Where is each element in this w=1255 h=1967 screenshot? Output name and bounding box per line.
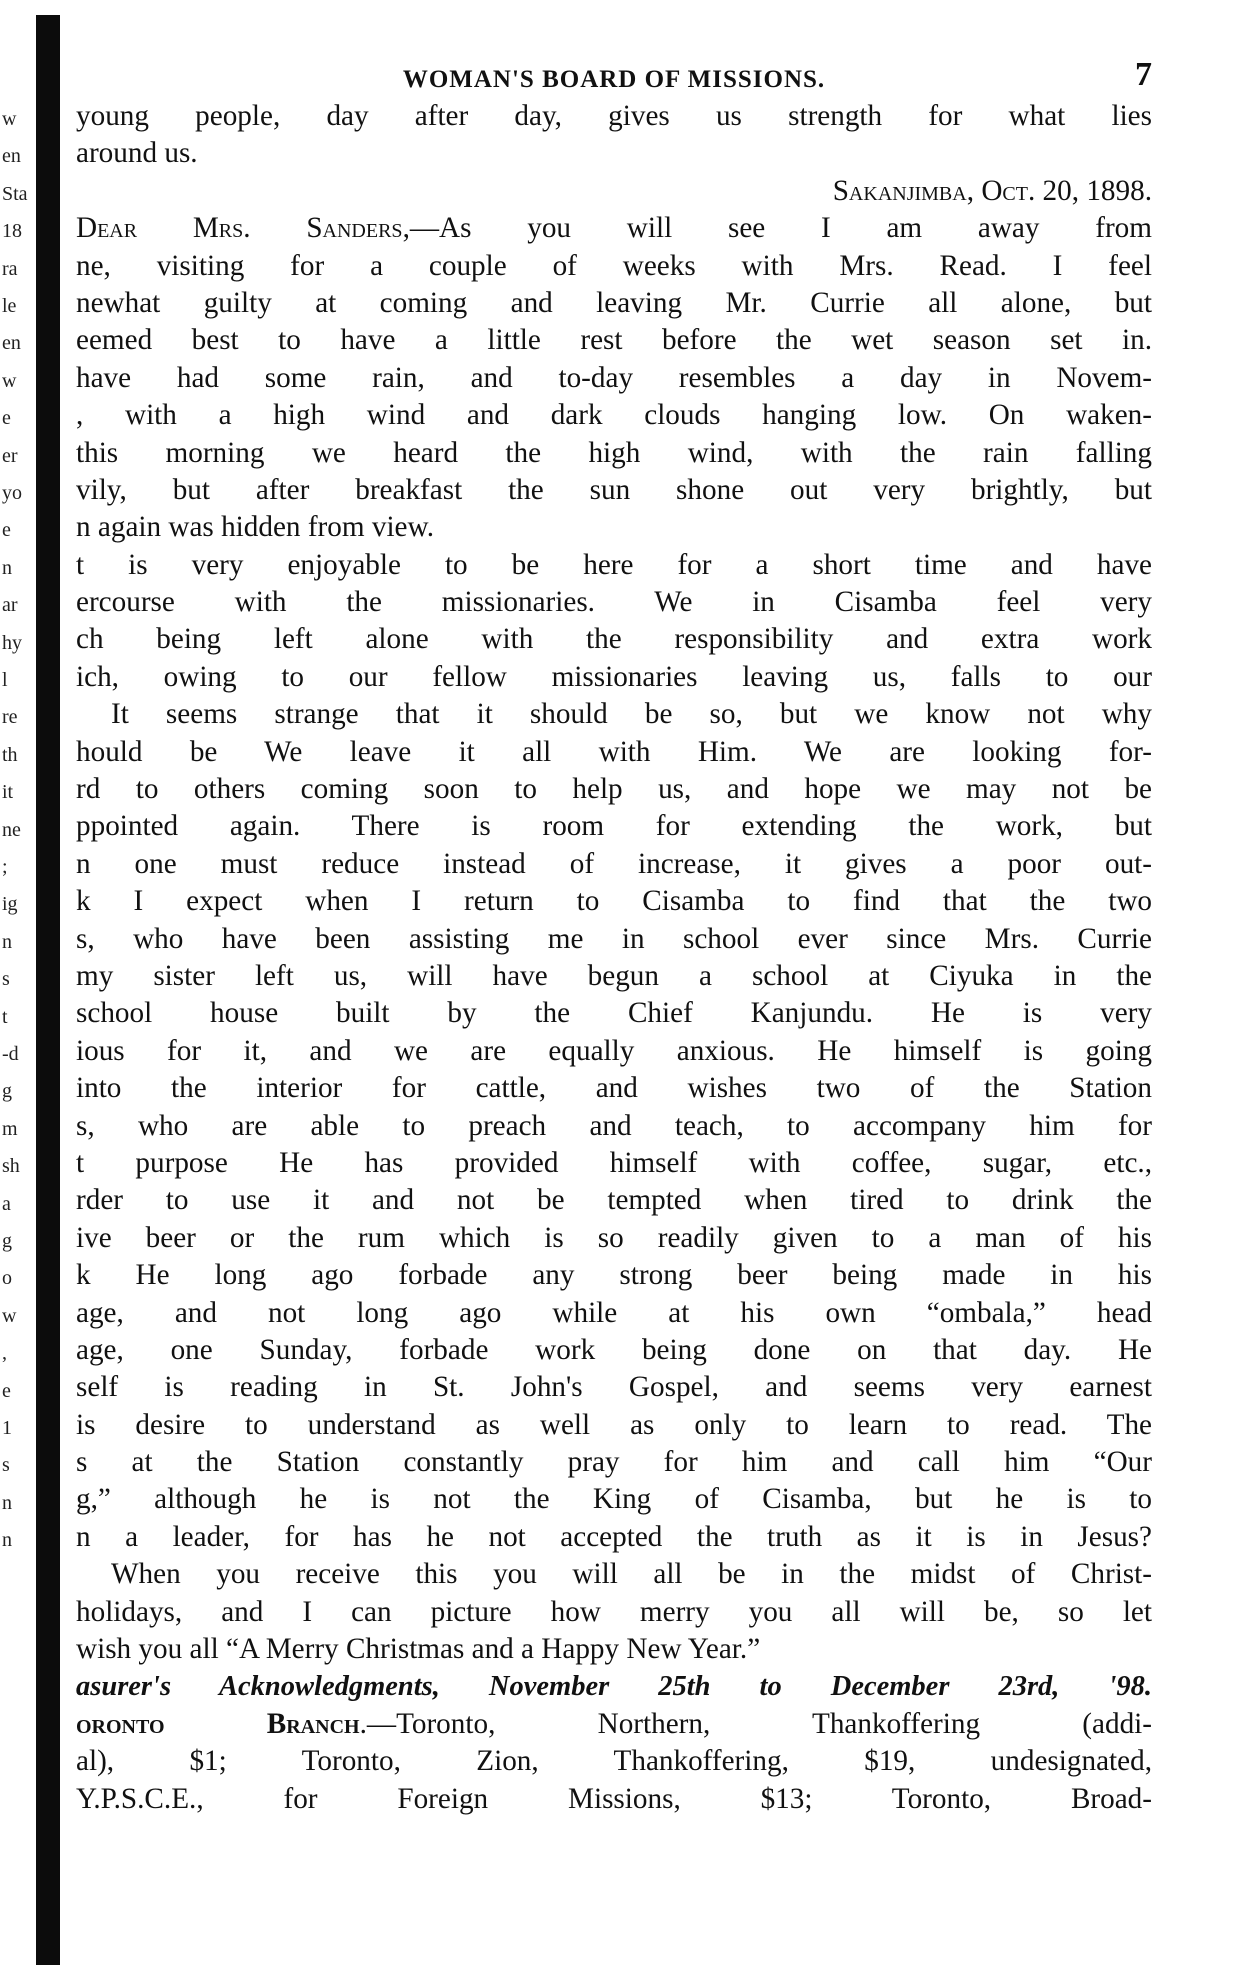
ack-line-text: .—Toronto, Northern, Thankoffering (addi- bbox=[359, 1707, 1152, 1740]
text-line: is desire to understand as well as only to learn to read. The bbox=[76, 1408, 1152, 1441]
margin-fragment: yo bbox=[2, 482, 22, 504]
text-line: k He long ago forbade any strong beer being made in his bbox=[76, 1259, 1152, 1292]
text-line: k I expect when I return to Cisamba to find that the two bbox=[76, 885, 1152, 918]
text-line: t purpose He has provided himself with coffee, sugar, etc., bbox=[76, 1146, 1152, 1179]
margin-fragment: n bbox=[2, 556, 12, 579]
text-line: n a leader, for has he not accepted the truth as it is in Jesus? bbox=[76, 1520, 1152, 1553]
margin-fragment: re bbox=[2, 706, 18, 729]
text-line: age, one Sunday, forbade work being done on that day. He bbox=[76, 1333, 1152, 1366]
margin-fragment: ; bbox=[2, 856, 8, 878]
text-line: Y.P.S.C.E., for Foreign Missions, $13; Toronto, Broad- bbox=[76, 1782, 1152, 1815]
text-line: vily, but after breakfast the sun shone out very brightly, but bbox=[76, 473, 1152, 506]
margin-fragment: g bbox=[2, 1230, 12, 1252]
letter-continuation bbox=[76, 98, 1152, 173]
margin-fragment: g bbox=[2, 1080, 12, 1103]
text-line: age, and not long ago while at his own “ombala,” head bbox=[76, 1296, 1152, 1329]
text-line: ppointed again. There is room for extending the work, but bbox=[76, 810, 1152, 843]
text-line: t is very enjoyable to be here for a short time and have bbox=[76, 548, 1152, 581]
text-line: rder to use it and not be tempted when tired to drink the bbox=[76, 1184, 1152, 1217]
margin-fragment: -d bbox=[2, 1043, 19, 1065]
text-line: ive beer or the rum which is so readily given to a man of his bbox=[76, 1221, 1152, 1254]
text-line: ne, visiting for a couple of weeks with Mrs. Read. I feel bbox=[76, 249, 1152, 282]
binding-shadow bbox=[36, 15, 60, 1965]
text-line: al), $1; Toronto, Zion, Thankoffering, $19, undesignated, bbox=[76, 1745, 1152, 1778]
margin-fragment: it bbox=[2, 781, 14, 804]
margin-fragment: er bbox=[2, 444, 18, 467]
text-line: wish you all “A Merry Christmas and a Happy New Year.” bbox=[76, 1633, 761, 1666]
text-line: It seems strange that it should be so, but we know not why bbox=[111, 698, 1152, 731]
page-header bbox=[76, 48, 1152, 98]
text-line: ich, owing to our fellow missionaries leaving us, falls to our bbox=[76, 660, 1152, 693]
margin-fragment: s bbox=[2, 1454, 10, 1477]
margin-fragment: s bbox=[2, 968, 10, 991]
margin-fragment: ra bbox=[2, 257, 18, 280]
text-line: s, who have been assisting me in school ever since Mrs. Currie bbox=[76, 922, 1152, 955]
text-line: eemed best to have a little rest before the wet season set in. bbox=[76, 324, 1152, 357]
margin-fragment: m bbox=[2, 1117, 18, 1140]
margin-fragment: w bbox=[2, 108, 17, 130]
text-line: into the interior for cattle, and wishes two of the Station bbox=[76, 1072, 1152, 1105]
text-line: rd to others coming soon to help us, and hope we may not be bbox=[76, 773, 1152, 806]
text-line: , with a high wind and dark clouds hanging low. On waken- bbox=[76, 399, 1152, 432]
page-number: 7 bbox=[1135, 56, 1152, 93]
text-line: s at the Station constantly pray for him and call him “Our bbox=[76, 1446, 1152, 1479]
margin-fragment: th bbox=[2, 743, 18, 766]
branch-name: oronto Branch bbox=[76, 1707, 360, 1740]
text-line: holidays, and I can picture how merry you all will be, so let bbox=[76, 1595, 1152, 1628]
margin-fragment: en bbox=[2, 145, 21, 168]
margin-fragment: t bbox=[2, 1005, 8, 1028]
margin-fragment: w bbox=[2, 1304, 17, 1327]
text-line: ch being left alone with the responsibility and extra work bbox=[76, 623, 1152, 656]
margin-fragment: 1 bbox=[2, 1417, 12, 1439]
margin-fragment: e bbox=[2, 1379, 11, 1402]
margin-fragment: ne bbox=[2, 818, 21, 841]
text-line: ious for it, and we are equally anxious. He himself is going bbox=[76, 1034, 1152, 1067]
text-line: s, who are able to preach and teach, to accompany him for bbox=[76, 1109, 1152, 1142]
letter-body bbox=[76, 248, 1152, 1669]
margin-fragment: o bbox=[2, 1267, 12, 1290]
treasurer-acknowledgments bbox=[76, 1668, 1152, 1818]
text-line: n one must reduce instead of increase, it gives a poor out- bbox=[76, 847, 1152, 880]
salutation-prefix: Dear bbox=[76, 212, 193, 245]
margin-fragment: l bbox=[2, 669, 8, 691]
margin-fragment: 18 bbox=[2, 220, 22, 243]
margin-fragment: , bbox=[2, 1342, 7, 1365]
margin-fragment: n bbox=[2, 1491, 12, 1514]
text-line: school house built by the Chief Kanjundu. He is very bbox=[76, 997, 1152, 1030]
salutation-name: Mrs. Sanders bbox=[192, 212, 403, 245]
text-line: this morning we heard the high wind, with the rain falling bbox=[76, 436, 1152, 469]
margin-fragment: hy bbox=[2, 631, 22, 654]
document-page bbox=[76, 48, 1152, 1818]
margin-fragment: a bbox=[2, 1192, 11, 1215]
text-line bbox=[76, 1706, 1152, 1743]
salutation-rest: ,—As you will see I am away from bbox=[402, 212, 1152, 245]
acknowledgments-heading: asurer's Acknowledgments, November 25th to December 23rd, '98. bbox=[76, 1671, 1152, 1703]
salutation-line bbox=[76, 210, 1152, 247]
text-line: have had some rain, and to-day resembles a day in Novem- bbox=[76, 361, 1152, 394]
margin-fragment: w bbox=[2, 369, 17, 392]
margin-fragment: ar bbox=[2, 594, 18, 617]
margin-fragment: Sta bbox=[2, 182, 28, 205]
margin-fragment: sh bbox=[2, 1155, 20, 1178]
text-line: n again was hidden from view. bbox=[76, 511, 434, 544]
margin-fragment: en bbox=[2, 332, 21, 355]
running-head: WOMAN'S BOARD OF MISSIONS. bbox=[402, 66, 826, 93]
text-line: around us. bbox=[76, 137, 198, 170]
letter-dateline: Sakanjimba, Oct. 20, 1898. bbox=[832, 174, 1152, 207]
margin-fragment: ig bbox=[2, 893, 18, 916]
margin-fragment: n bbox=[2, 1529, 12, 1552]
text-line: newhat guilty at coming and leaving Mr. Currie all alone, but bbox=[76, 286, 1152, 319]
margin-fragment: e bbox=[2, 519, 11, 542]
text-line: young people, day after day, gives us strength for what lies bbox=[76, 100, 1152, 132]
text-line: g,” although he is not the King of Cisamba, but he is to bbox=[76, 1483, 1152, 1516]
margin-fragment: le bbox=[2, 295, 17, 317]
margin-fragment: e bbox=[2, 407, 11, 430]
text-line: ercourse with the missionaries. We in Cisamba feel very bbox=[76, 586, 1152, 619]
text-line: self is reading in St. John's Gospel, and seems very earnest bbox=[76, 1371, 1152, 1404]
margin-fragment: n bbox=[2, 930, 12, 953]
text-line: When you receive this you will all be in the midst of Christ- bbox=[111, 1558, 1152, 1591]
text-line: hould be We leave it all with Him. We are looking for- bbox=[76, 735, 1152, 768]
text-line: my sister left us, will have begun a school at Ciyuka in the bbox=[76, 959, 1152, 992]
